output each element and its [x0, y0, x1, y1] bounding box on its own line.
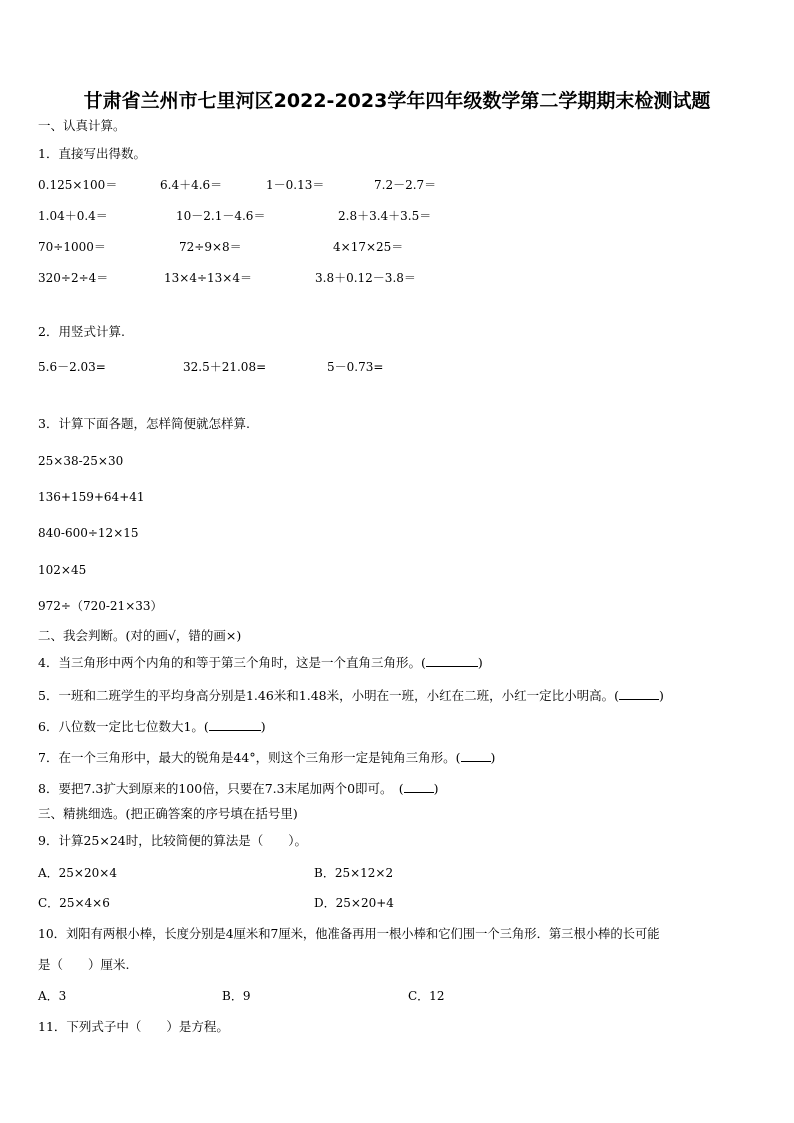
- calc-item: 10－2.1－4.6＝: [176, 209, 266, 223]
- option-b[interactable]: B．25×12×2: [314, 866, 394, 880]
- simplify-item: 102×45: [38, 563, 87, 577]
- calc-item: 320÷2÷4＝: [38, 271, 109, 285]
- q1-label: 1．直接写出得数。: [38, 146, 146, 161]
- calc-item: 1.04＋0.4＝: [38, 209, 108, 223]
- calc-item: 70÷1000＝: [38, 240, 106, 254]
- calc-item: 7.2－2.7＝: [374, 178, 437, 192]
- simplify-item: 136+159+64+41: [38, 490, 145, 504]
- q11-stem: 11．下列式子中（ ）是方程。: [38, 1019, 229, 1034]
- section3-heading: 三、精挑细选。(把正确答案的序号填在括号里): [38, 806, 298, 821]
- option-c[interactable]: C．12: [408, 989, 445, 1003]
- judge-item: 4．当三角形中两个内角的和等于第三个角时，这是一个直角三角形。( ): [38, 655, 483, 670]
- option-b[interactable]: B．9: [222, 989, 251, 1003]
- vertical-calc-item: 5－0.73=: [327, 360, 384, 374]
- simplify-item: 972÷（720-21×33）: [38, 599, 163, 613]
- option-a[interactable]: A．3: [38, 989, 67, 1003]
- calc-item: 6.4＋4.6＝: [160, 178, 223, 192]
- judge-item: 6．八位数一定比七位数大1。( ): [38, 719, 266, 734]
- answer-blank[interactable]: [619, 687, 659, 700]
- option-a[interactable]: A．25×20×4: [38, 866, 117, 880]
- section1-heading: 一、认真计算。: [38, 118, 126, 133]
- q9-stem: 9．计算25×24时，比较简便的算法是（ ）。: [38, 833, 307, 848]
- calc-item: 0.125×100＝: [38, 178, 118, 192]
- option-d[interactable]: D．25×20+4: [314, 896, 394, 910]
- judge-item: 5．一班和二班学生的平均身高分别是1.46米和1.48米，小明在一班，小红在二班，小红一定比小明高。( ): [38, 688, 664, 703]
- answer-blank[interactable]: [426, 654, 478, 667]
- option-c[interactable]: C．25×4×6: [38, 896, 110, 910]
- vertical-calc-item: 5.6－2.03=: [38, 360, 106, 374]
- calc-item: 72÷9×8＝: [179, 240, 242, 254]
- calc-item: 13×4÷13×4＝: [164, 271, 252, 285]
- calc-item: 1－0.13＝: [266, 178, 325, 192]
- q10-stem-line2: 是（ ）厘米.: [38, 957, 130, 972]
- answer-blank[interactable]: [404, 780, 434, 793]
- q3-label: 3．计算下面各题，怎样简便就怎样算.: [38, 416, 250, 431]
- simplify-item: 840-600÷12×15: [38, 526, 139, 540]
- vertical-calc-item: 32.5＋21.08=: [183, 360, 267, 374]
- answer-blank[interactable]: [209, 718, 261, 731]
- page-title: 甘肃省兰州市七里河区2022-2023学年四年级数学第二学期期末检测试题: [83, 90, 711, 112]
- judge-item: 8．要把7.3扩大到原来的100倍，只要在7.3末尾加两个0即可。 ( ): [38, 781, 439, 796]
- answer-blank[interactable]: [461, 749, 491, 762]
- calc-item: 2.8＋3.4＋3.5＝: [338, 209, 432, 223]
- judge-item: 7．在一个三角形中，最大的锐角是44°，则这个三角形一定是钝角三角形。( ): [38, 750, 496, 765]
- q2-label: 2．用竖式计算.: [38, 324, 125, 339]
- section2-heading: 二、我会判断。(对的画√，错的画×): [38, 628, 242, 643]
- calc-item: 4×17×25＝: [333, 240, 404, 254]
- q10-stem-line1: 10．刘阳有两根小棒，长度分别是4厘米和7厘米，他准备再用一根小棒和它们围一个三角形．第三根小棒的长可能: [38, 927, 660, 941]
- simplify-item: 25×38-25×30: [38, 454, 124, 468]
- calc-item: 3.8＋0.12－3.8＝: [315, 271, 416, 285]
